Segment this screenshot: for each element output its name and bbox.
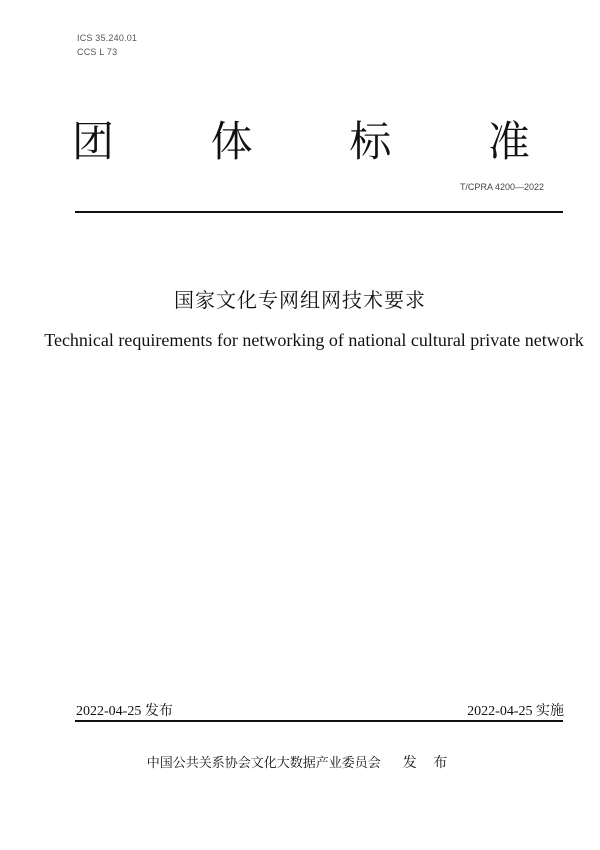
publisher-line (0, 752, 600, 772)
implementation-date: 2022-04-25 实施 (467, 704, 564, 719)
standard-type-char: 团 (72, 117, 115, 166)
standard-type-char: 体 (210, 117, 253, 166)
bottom-divider (75, 720, 563, 722)
standard-number: T/CPRA 4200—2022 (459, 182, 544, 192)
publish-label: 发 布 (402, 755, 454, 771)
publisher-name: 中国公共关系协会文化大数据产业委员会 (146, 756, 381, 771)
ics-code: ICS 35.240.01 (77, 33, 138, 43)
ccs-code: CCS L 73 (77, 47, 118, 57)
standard-type-heading (72, 118, 530, 166)
standard-type-char: 标 (349, 117, 392, 166)
issue-date: 2022-04-25 发布 (76, 704, 173, 719)
title-english: Technical requirements for networking of national cultural private network (44, 330, 584, 350)
title-chinese: 国家文化专网组网技术要求 (174, 288, 426, 312)
standard-type-char: 准 (487, 117, 530, 166)
top-divider (75, 211, 563, 213)
